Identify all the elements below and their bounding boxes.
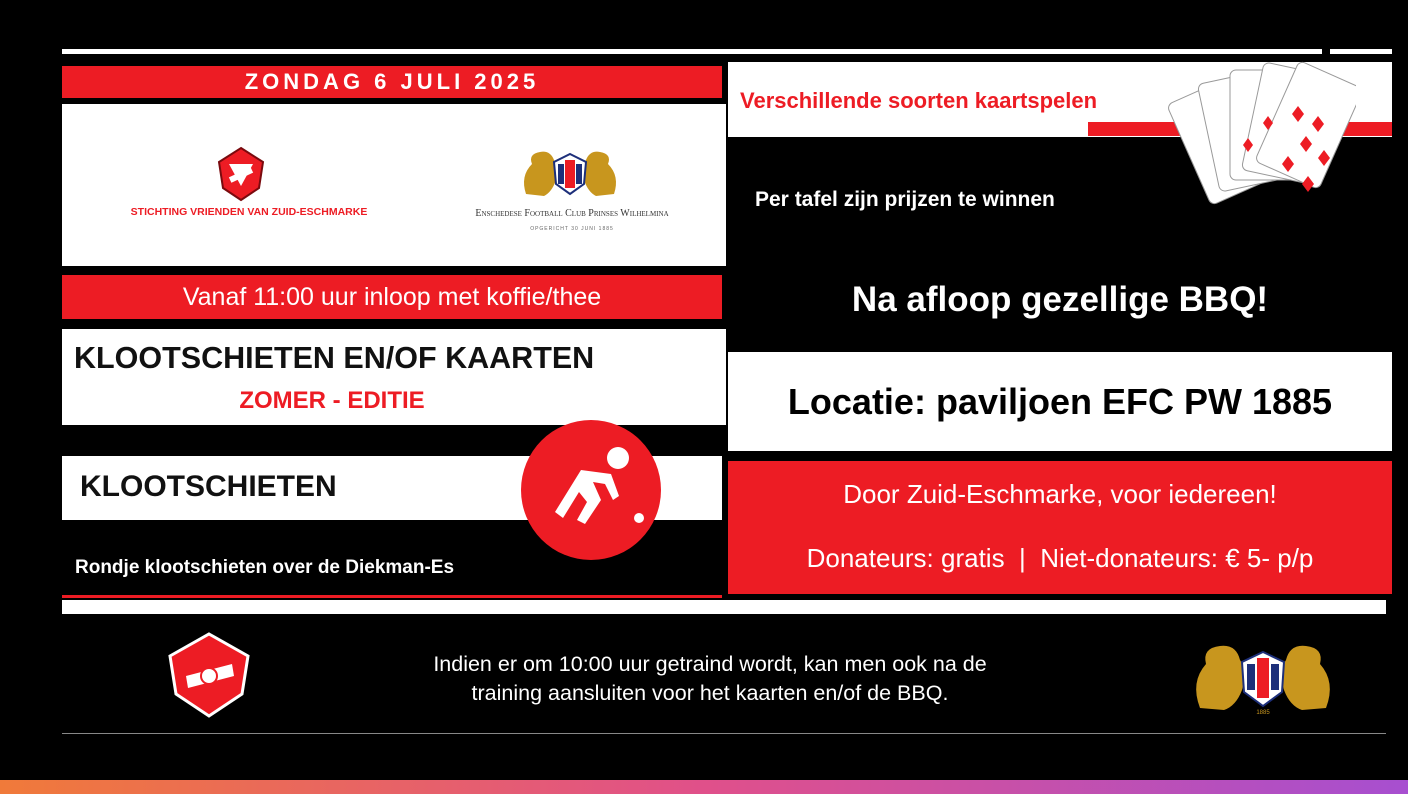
date-text: ZONDAG 6 JULI 2025 [244,69,540,94]
footer-note-line-2: training aansluiten voor het kaarten en/of de BBQ. [471,681,949,705]
klootschieten-red-line [62,595,722,598]
footer-logo-left-icon [164,630,254,720]
bbq-text: Na afloop gezellige BBQ! [851,280,1269,319]
top-divider [62,49,1322,54]
efc-pw-logo-icon [516,146,624,200]
inloop-text: Vanaf 11:00 uur inloop met koffie/thee [182,282,602,311]
klootschieten-icon [521,420,661,560]
date-banner [62,66,722,98]
bottom-divider [62,600,1386,614]
klootschieten-desc: Rondje klootschieten over de Diekman-Es [75,557,455,578]
info-red-panel [728,461,1392,594]
gradient-strip [0,780,1408,794]
footer-divider [62,733,1386,734]
stichting-logo-icon [215,146,267,202]
inloop-banner [62,275,722,319]
event-title: KLOOTSCHIETEN EN/OF KAARTEN [74,341,595,375]
footer-logo-right-year: 1885 [1256,710,1270,716]
footer-note [300,650,1120,708]
efc-pw-founded: OPGERICHT 30 JUNI 1885 [530,226,614,232]
pricing-text: Donateurs: gratis | Niet-donateurs: € 5- p/p [806,543,1314,573]
footer-note-line-1: Indien er om 10:00 uur getraind wordt, kan men ook na de [433,652,987,676]
for-everyone-text: Door Zuid-Eschmarke, voor iedereen! [843,479,1277,509]
location-panel [728,352,1392,451]
location-text: Locatie: paviljoen EFC PW 1885 [787,380,1333,422]
efc-pw-name: Enschedese Football Club Prinses Wilhelmina [475,208,669,219]
stichting-name: STICHTING VRIENDEN VAN ZUID-ESCHMARKE [130,206,368,218]
playing-cards-icon [1168,46,1356,226]
footer-logo-right-icon [1186,638,1340,718]
prizes-text: Per tafel zijn prijzen te winnen [755,188,1055,211]
klootschieten-heading: KLOOTSCHIETEN [80,470,337,503]
event-subtitle: ZOMER - EDITIE [239,387,425,414]
logos-panel [62,104,726,266]
kaartspelen-text: Verschillende soorten kaartspelen [740,88,1098,113]
bbq-text-wrap [728,270,1392,330]
event-title-panel [62,329,726,425]
